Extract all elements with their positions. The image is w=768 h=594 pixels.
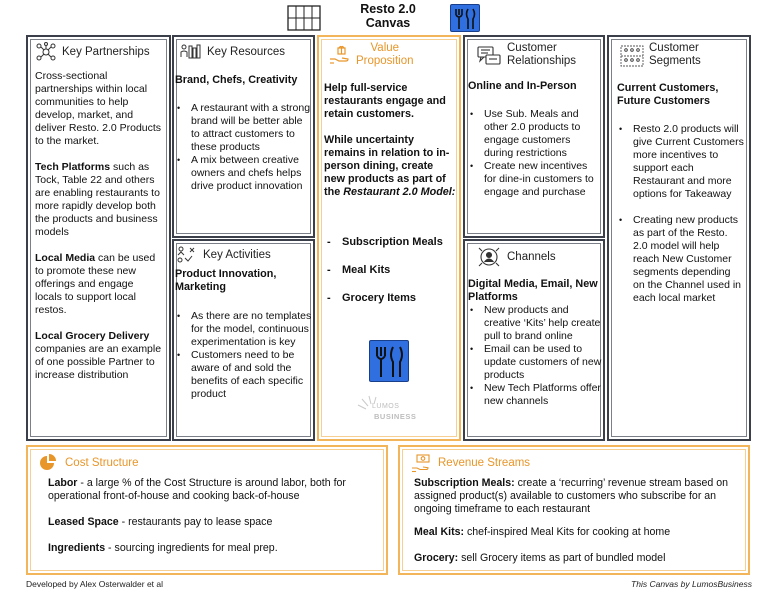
- key-resources-header: [180, 42, 285, 62]
- list-item: - Grocery Items: [324, 291, 456, 305]
- cost-item: Ingredients - sourcing ingredients for meal prep.: [48, 542, 278, 554]
- value-proposition-header: [329, 42, 414, 68]
- list-item: • A restaurant with a strong brand will be better able to attract customers to these products: [175, 102, 311, 154]
- list-item: - Subscription Meals: [324, 235, 456, 249]
- activity-icon: [176, 245, 198, 265]
- revenue-item: Meal Kits: chef-inspired Meal Kits for cooking at home: [414, 526, 671, 538]
- channels-person-icon: [476, 245, 502, 269]
- hand-gift-icon: [329, 45, 351, 65]
- list-item: • Create new incentives for dine-in customers to engage and purchase: [468, 160, 602, 199]
- revenue-item: Subscription Meals: create a ‘recurring’ revenue stream based on assigned product(s) available to customers who subscribe for an ongoing timeframe to each restaurant: [414, 477, 729, 515]
- customer-relationships-title-1: Customer: [507, 42, 557, 54]
- value-proposition-title-2: Proposition: [356, 55, 414, 67]
- key-resources-content: [175, 74, 311, 193]
- key-resources-title: Key Resources: [207, 45, 285, 58]
- key-partnerships-header: [35, 42, 150, 62]
- list-item: • New products and creative ‘Kits’ help create pull to brand online: [468, 304, 602, 343]
- list-item: • A mix between creative owners and chefs helps drive product innovation: [175, 154, 311, 193]
- lumos-business-logo: LUMOS BUSINESS: [352, 391, 426, 427]
- revenue-item: Grocery: sell Grocery items as part of bundled model: [414, 552, 666, 564]
- money-hand-icon: [411, 453, 433, 473]
- channels-subtitle: Digital Media, Email, New Platforms: [468, 278, 598, 303]
- partnerships-tech: Tech Platforms such as Tock, Table 22 and others are enabling restaurants to more rapidly develop both the products and business models: [35, 161, 160, 238]
- channels-content: [468, 278, 602, 408]
- partnerships-grocery: Local Grocery Delivery companies are an example of one possible Partner to increase distribution: [35, 330, 162, 381]
- customer-segments-subtitle: Current Customers, Future Customers: [617, 82, 719, 107]
- channels-title: Channels: [507, 250, 556, 263]
- customer-segments-header: [620, 42, 701, 68]
- page-title: Resto 2.0 Canvas: [360, 2, 416, 30]
- network-icon: [35, 42, 57, 62]
- cost-item: Leased Space - restaurants pay to lease space: [48, 516, 273, 528]
- key-partnerships-title: Key Partnerships: [62, 45, 150, 58]
- footer-credit-left: Developed by Alex Osterwalder et al: [26, 579, 164, 589]
- pie-chart-icon: [38, 453, 60, 473]
- customer-segments-title-2: Segments: [649, 55, 701, 67]
- revenue-streams-content: [414, 477, 744, 565]
- customer-segments-title-1: Customer: [649, 42, 699, 54]
- cost-structure-content: [48, 477, 378, 555]
- list-item: • Use Sub. Meals and other 2.0 products to engage customers during restrictions: [468, 108, 602, 160]
- list-item: • Creating new products as part of the Resto. 2.0 model will help reach New Customer segments depending on the Channel used in each local market: [617, 214, 745, 305]
- chat-icon: [476, 45, 502, 65]
- channels-header: [476, 245, 556, 269]
- value-proposition-model: While uncertainty remains in relation to in-person dining, create new products as part of the Restaurant 2.0 Model:: [324, 134, 456, 198]
- revenue-streams-header: [411, 453, 530, 473]
- cost-structure-header: [38, 453, 139, 473]
- list-item: • Customers need to be aware of and sold the benefits of each specific product: [175, 349, 313, 401]
- revenue-streams-title: Revenue Streams: [438, 456, 531, 469]
- list-item: • Email can be used to update customers of new products: [468, 343, 602, 382]
- customer-relationships-content: [468, 80, 602, 199]
- fork-knife-icon: [369, 340, 409, 382]
- customer-relationships-subtitle: Online and In-Person: [468, 80, 577, 92]
- value-proposition-intro: Help full-service restaurants engage and retain customers.: [324, 82, 446, 120]
- grid-canvas-icon: [287, 5, 321, 31]
- customer-relationships-title-2: Relationships: [507, 55, 577, 67]
- customer-segments-content: [617, 82, 745, 305]
- key-partnerships-content: [35, 70, 163, 382]
- segments-icon: [620, 45, 644, 65]
- cost-item: Labor - a large % of the Cost Structure is around labor, both for operational front-of-house and cooking back-of-house: [48, 477, 346, 502]
- value-proposition-content: [324, 82, 456, 199]
- value-proposition-items: [324, 235, 456, 319]
- list-item: • New Tech Platforms offer new channels: [468, 382, 602, 408]
- partnerships-intro: Cross-sectional partnerships within local communities to help develop, market, and deliver Resto. 2.0 Products to the market.: [35, 70, 162, 147]
- list-item: • Resto 2.0 products will give Current Customers more incentives to support each Restaurant and more options for Takeaway: [617, 123, 745, 201]
- value-proposition-title-1: Value: [370, 42, 400, 54]
- cost-structure-title: Cost Structure: [65, 456, 139, 469]
- key-resources-subtitle: Brand, Chefs, Creativity: [175, 74, 298, 86]
- people-bars-icon: [180, 42, 202, 62]
- key-activities-header: [176, 245, 271, 265]
- customer-relationships-header: [476, 42, 576, 68]
- key-activities-subtitle: Product Innovation, Marketing: [175, 268, 277, 293]
- partnerships-media: Local Media can be used to promote these new offerings and engage locals to support local restos.: [35, 252, 156, 316]
- key-activities-title: Key Activities: [203, 248, 271, 261]
- list-item: • As there are no templates for the model, continuous experimentation is key: [175, 310, 313, 349]
- list-item: - Meal Kits: [324, 263, 456, 277]
- key-activities-content: [175, 268, 313, 401]
- fork-knife-icon: [450, 4, 480, 32]
- footer-credit-right: This Canvas by LumosBusiness: [631, 579, 752, 589]
